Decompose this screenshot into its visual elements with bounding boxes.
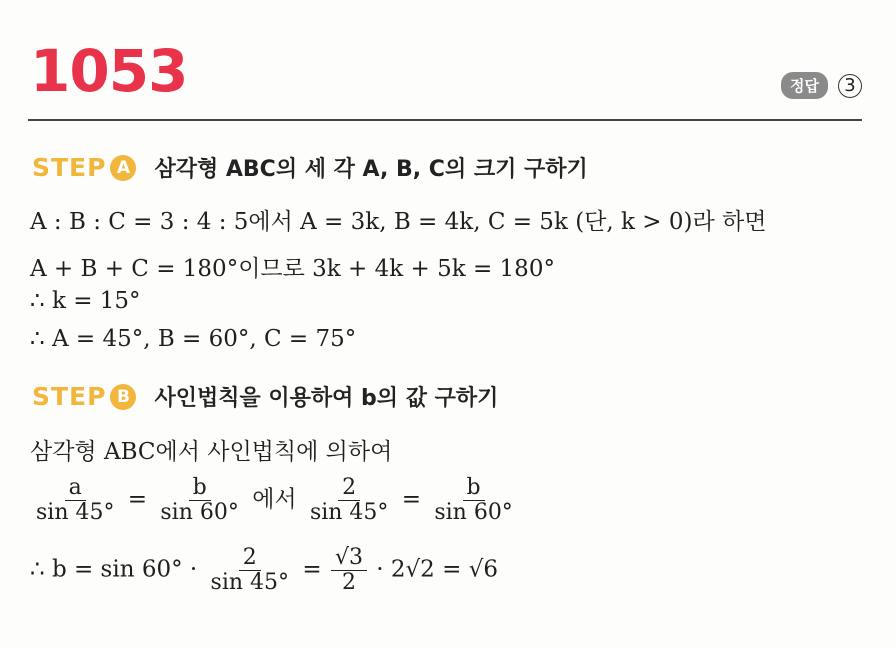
fraction-denominator: sin 45° <box>309 499 389 525</box>
problem-number: 1053 <box>30 37 188 105</box>
fraction-b-over-sin60 <box>156 476 242 525</box>
step-a-letter: A <box>110 155 136 181</box>
fraction-denominator: sin 45° <box>36 499 115 525</box>
step-a-label: STEP <box>32 153 107 182</box>
equation-suffix: · 2√2 = √6 <box>376 556 498 583</box>
equals-sign: = <box>302 556 322 583</box>
connector-text: 에서 <box>252 486 297 513</box>
step-b-intro: 삼각형 ABC에서 사인법칙에 의하여 <box>30 439 393 465</box>
step-b-title: 사인법칙을 이용하여 b의 값 구하기 <box>154 386 499 411</box>
equals-sign: = <box>127 486 148 513</box>
step-b-letter: B <box>110 384 136 410</box>
step-a-title: 삼각형 ABC의 세 각 A, B, C의 크기 구하기 <box>154 157 588 182</box>
answer-value: 3 <box>838 74 862 98</box>
fraction-numerator: b <box>463 476 485 501</box>
equals-sign: = <box>401 486 422 513</box>
step-a-line-1: A : B : C = 3 : 4 : 5에서 A = 3k, B = 4k, C = 5k (단, k > 0)라 하면 <box>30 209 767 235</box>
fraction-numerator: √3 <box>331 546 367 571</box>
fraction-numerator: a <box>65 476 86 501</box>
step-a-line-3: ∴ k = 15° <box>30 288 141 314</box>
fraction-denominator: sin 60° <box>434 499 513 525</box>
step-a-line-4: ∴ A = 45°, B = 60°, C = 75° <box>30 326 357 352</box>
fraction-sqrt3-over-2 <box>331 546 367 595</box>
step-a-header <box>32 152 588 183</box>
fraction-a-over-sin45 <box>32 476 118 525</box>
step-b-label: STEP <box>32 382 107 411</box>
fraction-numerator: b <box>189 476 211 501</box>
fraction-numerator: 2 <box>338 476 360 501</box>
step-b-equation-2 <box>30 546 498 595</box>
equation-prefix: ∴ b = sin 60° · <box>30 556 198 583</box>
step-a-line-2: A + B + C = 180°이므로 3k + 4k + 5k = 180° <box>30 256 555 282</box>
fraction-denominator: sin 60° <box>160 499 239 525</box>
fraction-2-over-sin45 <box>306 476 392 525</box>
fraction-b-over-sin60-2 <box>430 476 516 525</box>
step-b-equation-1 <box>30 476 519 525</box>
fraction-denominator: 2 <box>341 569 356 595</box>
header-divider <box>28 119 862 121</box>
answer-badge: 정답 <box>781 72 828 99</box>
fraction-2-over-sin45 <box>207 546 293 595</box>
step-b-header <box>32 381 498 412</box>
fraction-numerator: 2 <box>239 546 261 571</box>
answer-area <box>781 72 862 99</box>
fraction-denominator: sin 45° <box>210 569 290 595</box>
